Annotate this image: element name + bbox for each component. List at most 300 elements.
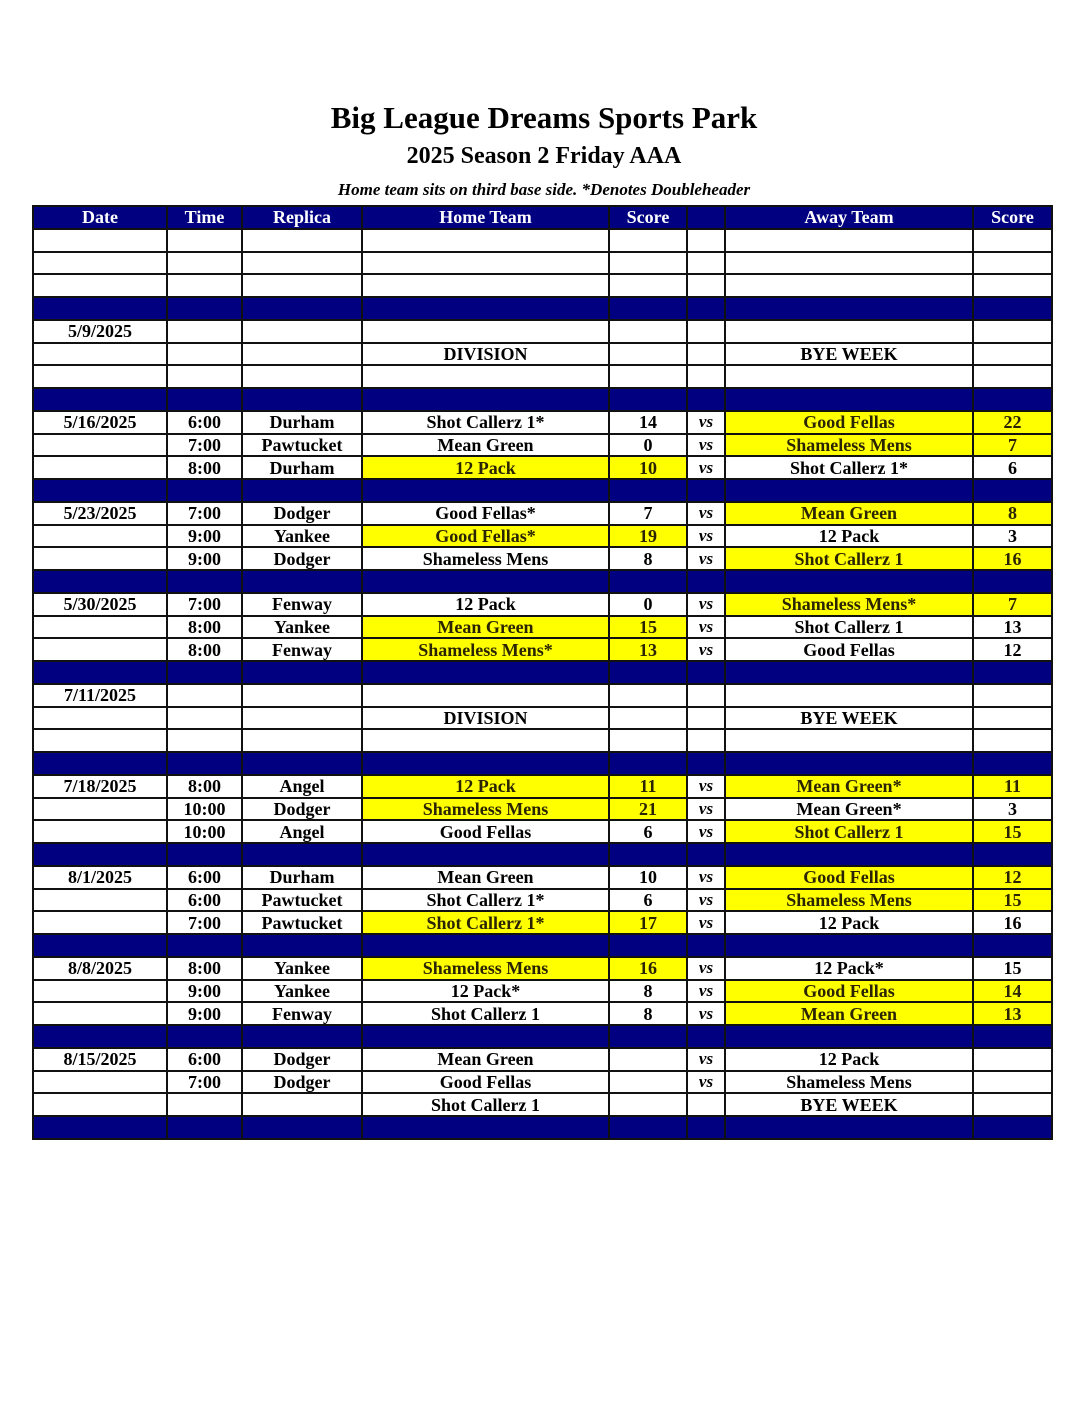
replica-cell [242,1025,362,1048]
date-cell [33,752,167,775]
separator-row [33,1116,1052,1139]
date-cell [33,661,167,684]
home-team-cell [362,297,609,320]
away-team-cell [725,843,973,866]
replica-cell: Dodger [242,1048,362,1071]
home-score-cell [609,343,687,366]
replica-cell [242,934,362,957]
separator-row [33,752,1052,775]
date-cell [33,274,167,297]
vs-cell [687,274,725,297]
home-score-cell: 0 [609,593,687,616]
table-row [33,502,1052,525]
vs-cell: vs [687,525,725,548]
page-title: Big League Dreams Sports Park [330,100,758,135]
date-cell [33,1002,167,1025]
vs-cell [687,388,725,411]
home-team-cell [362,661,609,684]
time-cell: 7:00 [167,502,242,525]
home-score-cell [609,707,687,730]
replica-cell: Yankee [242,957,362,980]
away-score-cell: 13 [973,1002,1052,1025]
date-cell [33,1093,167,1116]
home-score-cell [609,1093,687,1116]
away-team-cell [725,252,973,275]
vs-cell: vs [687,980,725,1003]
away-score-cell: 7 [973,434,1052,457]
away-score-cell [973,661,1052,684]
away-team-cell [725,365,973,388]
table-row [33,707,1052,730]
vs-cell [687,752,725,775]
time-cell [167,297,242,320]
date-cell [33,911,167,934]
date-cell [33,570,167,593]
blank-row [33,729,1052,752]
time-cell [167,661,242,684]
separator-row [33,388,1052,411]
separator-row [33,297,1052,320]
vs-cell: vs [687,502,725,525]
away-team-cell [725,274,973,297]
home-score-cell: 6 [609,820,687,843]
date-cell: 8/1/2025 [33,866,167,889]
away-score-cell: 16 [973,547,1052,570]
home-team-cell: Mean Green [362,1048,609,1071]
blank-row [33,365,1052,388]
blank-row [33,274,1052,297]
away-score-cell [973,570,1052,593]
away-team-cell: 12 Pack [725,525,973,548]
table-row [33,1048,1052,1071]
time-cell [167,479,242,502]
replica-cell [242,320,362,343]
vs-cell: vs [687,1071,725,1094]
table-row [33,820,1052,843]
time-cell [167,229,242,252]
replica-cell: Dodger [242,798,362,821]
vs-cell [687,297,725,320]
replica-cell: Durham [242,456,362,479]
page-subtitle: 2025 Season 2 Friday AAA [406,143,682,169]
home-team-cell: Shameless Mens* [362,638,609,661]
time-cell: 8:00 [167,616,242,639]
date-cell [33,934,167,957]
away-team-cell: Shameless Mens [725,889,973,912]
time-cell [167,707,242,730]
away-score-cell: 15 [973,957,1052,980]
separator-row [33,1025,1052,1048]
vs-cell: vs [687,775,725,798]
time-cell: 9:00 [167,525,242,548]
time-cell: 8:00 [167,957,242,980]
vs-cell [687,570,725,593]
date-cell: 5/16/2025 [33,411,167,434]
table-row [33,1093,1052,1116]
home-score-cell [609,570,687,593]
home-score-cell: 6 [609,889,687,912]
vs-cell: vs [687,434,725,457]
away-score-cell: 12 [973,866,1052,889]
vs-cell: vs [687,593,725,616]
date-cell [33,229,167,252]
away-score-cell [973,297,1052,320]
table-row [33,957,1052,980]
home-score-cell: 8 [609,1002,687,1025]
home-score-cell: 14 [609,411,687,434]
separator-row [33,934,1052,957]
replica-cell [242,274,362,297]
replica-cell: Angel [242,820,362,843]
replica-cell: Pawtucket [242,434,362,457]
vs-cell [687,320,725,343]
date-cell [33,616,167,639]
time-cell: 6:00 [167,411,242,434]
time-cell [167,274,242,297]
date-cell [33,638,167,661]
date-cell [33,365,167,388]
replica-cell: Dodger [242,1071,362,1094]
replica-cell [242,661,362,684]
replica-cell [242,343,362,366]
date-cell [33,479,167,502]
date-cell: 7/11/2025 [33,684,167,707]
vs-cell: vs [687,889,725,912]
separator-row [33,479,1052,502]
date-cell [33,1025,167,1048]
vs-cell: vs [687,547,725,570]
schedule-table [32,205,1053,1140]
replica-cell: Yankee [242,525,362,548]
table-row [33,911,1052,934]
replica-cell: Fenway [242,638,362,661]
time-cell [167,365,242,388]
home-score-cell [609,1048,687,1071]
away-team-cell: BYE WEEK [725,707,973,730]
date-cell [33,729,167,752]
away-team-cell [725,297,973,320]
date-cell [33,547,167,570]
away-score-cell [973,388,1052,411]
away-score-cell: 11 [973,775,1052,798]
date-cell [33,798,167,821]
replica-cell [242,729,362,752]
away-score-cell: 15 [973,889,1052,912]
home-team-cell [362,570,609,593]
replica-cell: Angel [242,775,362,798]
vs-cell: vs [687,456,725,479]
away-team-cell [725,934,973,957]
vs-cell: vs [687,616,725,639]
vs-cell: vs [687,911,725,934]
away-team-cell: Shot Callerz 1 [725,820,973,843]
col-home-team: Home Team [362,206,609,229]
away-team-cell [725,661,973,684]
vs-cell: vs [687,866,725,889]
away-score-cell: 15 [973,820,1052,843]
home-team-cell [362,752,609,775]
home-team-cell: Shot Callerz 1 [362,1002,609,1025]
vs-cell [687,479,725,502]
home-team-cell [362,320,609,343]
date-cell: 8/15/2025 [33,1048,167,1071]
col-away-team: Away Team [725,206,973,229]
home-team-cell [362,229,609,252]
col-replica: Replica [242,206,362,229]
vs-cell: vs [687,798,725,821]
home-score-cell: 10 [609,866,687,889]
away-score-cell [973,752,1052,775]
home-team-cell: Shameless Mens [362,547,609,570]
vs-cell: vs [687,1002,725,1025]
away-score-cell [973,320,1052,343]
vs-cell: vs [687,638,725,661]
table-row [33,1071,1052,1094]
schedule-body [33,229,1052,1139]
home-score-cell [609,661,687,684]
away-score-cell: 3 [973,798,1052,821]
home-score-cell: 16 [609,957,687,980]
home-team-cell: Good Fellas* [362,502,609,525]
date-cell: 5/23/2025 [33,502,167,525]
col-date: Date [33,206,167,229]
date-cell [33,297,167,320]
col-away-score: Score [973,206,1052,229]
col-vs [687,206,725,229]
replica-cell: Pawtucket [242,889,362,912]
time-cell: 6:00 [167,889,242,912]
table-row [33,547,1052,570]
home-team-cell: Shameless Mens [362,798,609,821]
vs-cell: vs [687,411,725,434]
away-team-cell [725,388,973,411]
time-cell [167,570,242,593]
replica-cell [242,388,362,411]
away-team-cell [725,729,973,752]
vs-cell: vs [687,1048,725,1071]
home-team-cell [362,843,609,866]
home-team-cell: Good Fellas [362,820,609,843]
date-cell [33,1116,167,1139]
home-team-cell [362,252,609,275]
away-score-cell [973,1071,1052,1094]
away-team-cell [725,752,973,775]
separator-row [33,843,1052,866]
home-team-cell [362,1116,609,1139]
away-score-cell: 6 [973,456,1052,479]
away-score-cell: 14 [973,980,1052,1003]
table-row [33,593,1052,616]
time-cell: 7:00 [167,1071,242,1094]
away-score-cell: 16 [973,911,1052,934]
vs-cell [687,229,725,252]
date-cell [33,343,167,366]
away-team-cell [725,320,973,343]
away-team-cell: Good Fellas [725,980,973,1003]
away-score-cell: 7 [973,593,1052,616]
away-score-cell [973,274,1052,297]
home-score-cell [609,388,687,411]
time-cell [167,843,242,866]
table-row [33,411,1052,434]
home-score-cell [609,1025,687,1048]
away-score-cell [973,229,1052,252]
date-cell: 8/8/2025 [33,957,167,980]
home-score-cell: 19 [609,525,687,548]
date-cell [33,1071,167,1094]
vs-cell [687,934,725,957]
date-cell [33,980,167,1003]
away-team-cell: Shot Callerz 1 [725,547,973,570]
home-team-cell [362,684,609,707]
away-score-cell [973,843,1052,866]
vs-cell [687,843,725,866]
away-team-cell [725,1116,973,1139]
time-cell: 8:00 [167,775,242,798]
home-score-cell [609,752,687,775]
time-cell [167,684,242,707]
away-team-cell: Good Fellas [725,411,973,434]
away-score-cell [973,1048,1052,1071]
date-cell [33,388,167,411]
vs-cell [687,365,725,388]
time-cell [167,934,242,957]
home-score-cell: 13 [609,638,687,661]
table-row [33,775,1052,798]
time-cell: 6:00 [167,866,242,889]
home-score-cell: 10 [609,456,687,479]
home-score-cell: 7 [609,502,687,525]
date-cell [33,820,167,843]
away-team-cell: Mean Green* [725,798,973,821]
date-cell: 5/30/2025 [33,593,167,616]
away-team-cell: Mean Green [725,502,973,525]
vs-cell [687,1025,725,1048]
replica-cell [242,229,362,252]
table-row [33,1002,1052,1025]
time-cell [167,729,242,752]
date-cell: 5/9/2025 [33,320,167,343]
replica-cell: Pawtucket [242,911,362,934]
time-cell: 10:00 [167,798,242,821]
date-cell [33,843,167,866]
replica-cell [242,365,362,388]
home-team-cell [362,365,609,388]
replica-cell [242,479,362,502]
home-score-cell [609,934,687,957]
time-cell [167,752,242,775]
replica-cell: Yankee [242,980,362,1003]
table-row [33,434,1052,457]
home-team-cell: Shot Callerz 1* [362,411,609,434]
blank-row [33,252,1052,275]
time-cell [167,343,242,366]
home-score-cell [609,479,687,502]
header-row [33,206,1052,229]
date-cell [33,525,167,548]
home-score-cell [609,1116,687,1139]
table-row [33,343,1052,366]
table-row [33,616,1052,639]
away-team-cell [725,229,973,252]
home-team-cell [362,388,609,411]
replica-cell [242,752,362,775]
home-score-cell [609,729,687,752]
replica-cell [242,843,362,866]
replica-cell [242,297,362,320]
away-team-cell [725,684,973,707]
replica-cell [242,1116,362,1139]
time-cell [167,388,242,411]
home-score-cell [609,252,687,275]
home-team-cell: Good Fellas* [362,525,609,548]
away-score-cell: 13 [973,616,1052,639]
table-row [33,525,1052,548]
away-score-cell [973,343,1052,366]
time-cell [167,320,242,343]
time-cell [167,1093,242,1116]
table-row [33,456,1052,479]
home-score-cell: 0 [609,434,687,457]
home-team-cell: DIVISION [362,707,609,730]
home-team-cell [362,934,609,957]
away-score-cell: 12 [973,638,1052,661]
home-score-cell [609,365,687,388]
away-score-cell: 22 [973,411,1052,434]
col-time: Time [167,206,242,229]
vs-cell: vs [687,957,725,980]
away-score-cell [973,684,1052,707]
replica-cell: Dodger [242,502,362,525]
away-team-cell: Shameless Mens [725,434,973,457]
away-team-cell: BYE WEEK [725,343,973,366]
date-cell [33,252,167,275]
home-team-cell: Shot Callerz 1* [362,911,609,934]
date-cell: 7/18/2025 [33,775,167,798]
away-score-cell: 8 [973,502,1052,525]
away-score-cell [973,1025,1052,1048]
home-score-cell [609,274,687,297]
table-row [33,866,1052,889]
table-row [33,889,1052,912]
home-team-cell: 12 Pack [362,593,609,616]
date-cell [33,707,167,730]
home-score-cell [609,843,687,866]
replica-cell [242,570,362,593]
away-score-cell: 3 [973,525,1052,548]
table-row [33,798,1052,821]
time-cell [167,1025,242,1048]
time-cell: 6:00 [167,1048,242,1071]
time-cell: 8:00 [167,638,242,661]
away-team-cell: Shameless Mens* [725,593,973,616]
table-row [33,320,1052,343]
home-team-cell: 12 Pack [362,456,609,479]
home-team-cell [362,729,609,752]
home-score-cell [609,1071,687,1094]
away-team-cell [725,479,973,502]
date-cell [33,434,167,457]
vs-cell [687,252,725,275]
away-team-cell: 12 Pack [725,1048,973,1071]
away-team-cell: BYE WEEK [725,1093,973,1116]
away-team-cell: Mean Green* [725,775,973,798]
away-team-cell [725,570,973,593]
away-score-cell [973,1116,1052,1139]
vs-cell [687,343,725,366]
away-team-cell: Shot Callerz 1* [725,456,973,479]
schedule-note: Home team sits on third base side. *Denotes Doubleheader [337,180,751,199]
